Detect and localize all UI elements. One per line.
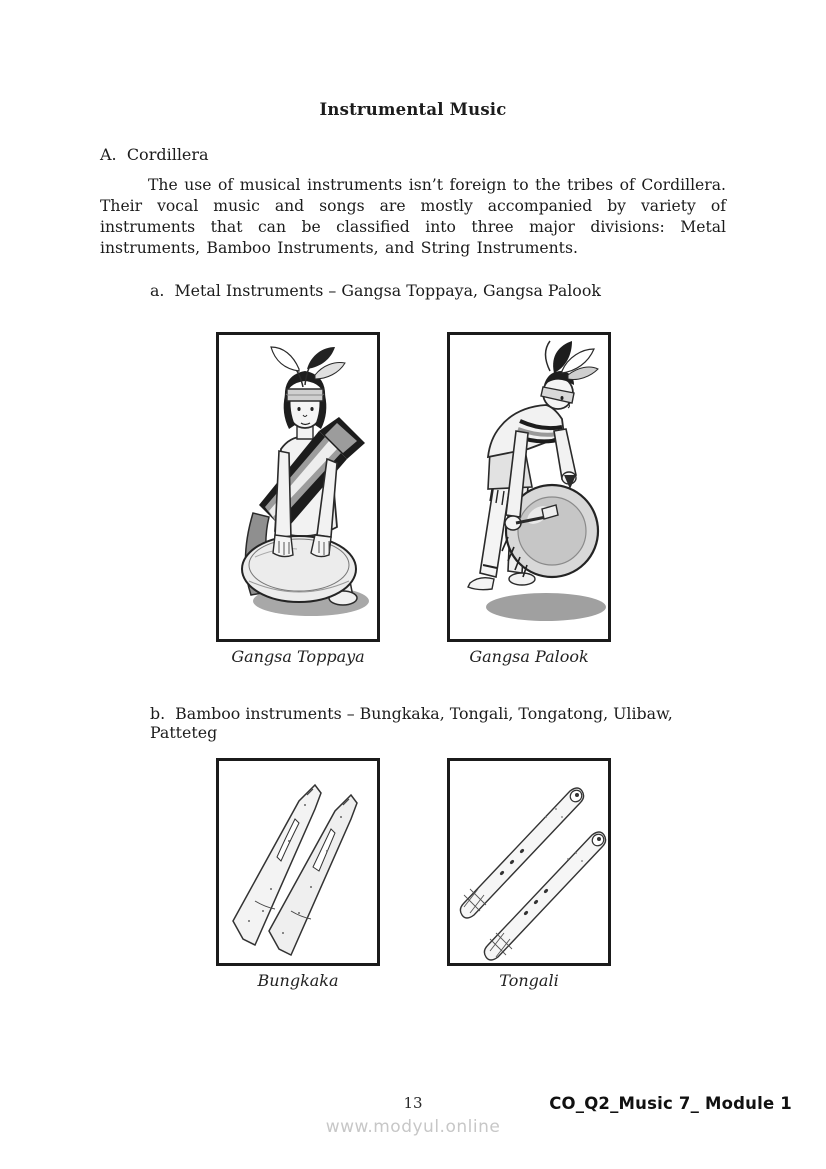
gangsa-toppaya-frame xyxy=(216,332,380,642)
page-number: 13 xyxy=(403,1094,423,1112)
figure-tongali xyxy=(447,758,611,990)
caption-tongali: Tongali xyxy=(499,971,559,990)
body-paragraph: The use of musical instruments isn’t foreign to the tribes of Cordillera. Their vocal music and songs are mostly accompanied by variety of instruments that can be classified into three major divisions: Metal instruments, Bamboo Instruments, and String Instruments. xyxy=(100,176,726,257)
caption-gangsa-palook: Gangsa Palook xyxy=(469,647,589,666)
item-b-heading: b. Bamboo instruments – Bungkaka, Tongali, Tongatong, Ulibaw, Patteteg xyxy=(150,704,678,742)
bungkaka-frame xyxy=(216,758,380,966)
gangsa-palook-illustration xyxy=(450,335,608,639)
bungkaka-illustration xyxy=(219,761,377,963)
module-code: CO_Q2_Music 7_ Module 1 xyxy=(549,1094,792,1113)
tongali-frame xyxy=(447,758,611,966)
figure-row-metal xyxy=(216,332,726,666)
figure-row-bamboo xyxy=(216,758,726,990)
item-a-heading: a. Metal Instruments – Gangsa Toppaya, Gangsa Palook xyxy=(150,281,601,300)
page-title: Instrumental Music xyxy=(319,100,507,119)
gangsa-toppaya-illustration xyxy=(219,335,377,639)
gangsa-palook-frame xyxy=(447,332,611,642)
caption-bungkaka: Bungkaka xyxy=(257,971,339,990)
watermark-text: www.modyul.online xyxy=(325,1117,501,1137)
caption-gangsa-toppaya: Gangsa Toppaya xyxy=(231,647,365,666)
figure-gangsa-palook xyxy=(447,332,611,666)
section-heading: A. Cordillera xyxy=(100,145,209,164)
tongali-illustration xyxy=(450,761,608,963)
figure-gangsa-toppaya xyxy=(216,332,380,666)
figure-bungkaka xyxy=(216,758,380,990)
